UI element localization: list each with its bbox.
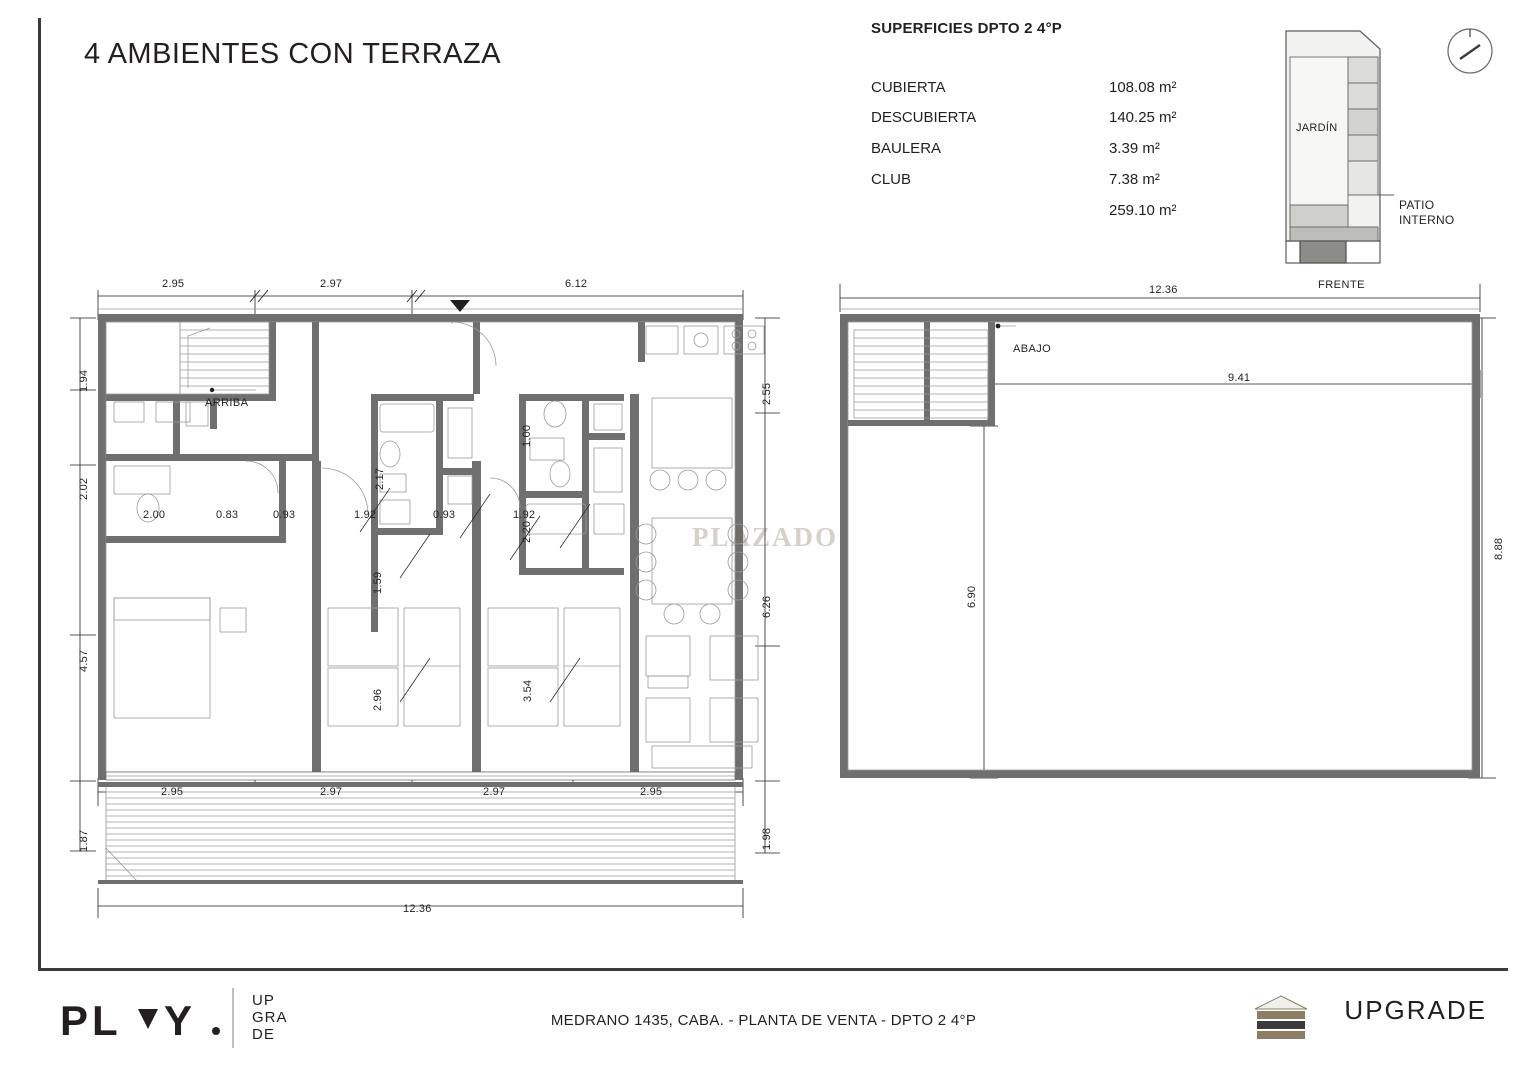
surface-label-club: CLUB — [871, 171, 912, 188]
dim-interior-0-83: 0.83 — [216, 509, 239, 521]
surface-value-club: 7.38 m² — [1109, 171, 1160, 188]
dim-interior-0-93a: 0.93 — [273, 509, 296, 521]
keyplan-label-patio-line1: PATIO — [1399, 198, 1435, 212]
keyplan-label-patio-line2: INTERNO — [1399, 213, 1455, 227]
svg-text:PL: PL — [60, 997, 122, 1044]
dim-top-1: 2.95 — [162, 278, 185, 290]
dim-top-3: 6.12 — [565, 278, 588, 290]
sheet-frame-left — [38, 18, 41, 970]
dim-right-plan-right: 8.88 — [1493, 537, 1505, 560]
dim-left-4: 1.87 — [78, 829, 90, 852]
dim-interior-3-54: 3.54 — [522, 679, 534, 702]
floor-plan-terrace — [820, 278, 1510, 838]
svg-text:Y: Y — [164, 997, 197, 1044]
dim-right-1: 2.55 — [761, 382, 773, 405]
logo-upgrade-line-3: DE — [252, 1026, 275, 1043]
logo-upgrade-stacked — [252, 992, 288, 1043]
floor-plan-apartment — [60, 278, 790, 928]
dim-left-3: 4.57 — [78, 649, 90, 672]
watermark: PLAZADO — [692, 522, 839, 552]
label-abajo: ABAJO — [1013, 343, 1052, 355]
surface-value-baulera: 3.39 m² — [1109, 140, 1160, 157]
dim-interior-2-20: 2.20 — [521, 520, 533, 543]
north-arrow-icon — [1444, 25, 1496, 77]
keyplan-label-patio — [1399, 198, 1454, 228]
dim-bottom-4: 2.95 — [640, 786, 663, 798]
sheet-frame-bottom — [38, 968, 1508, 971]
dim-interior-2-96: 2.96 — [372, 688, 384, 711]
logo-upgrade-line-2: GRA — [252, 1009, 288, 1026]
dim-bottom-2: 2.97 — [320, 786, 343, 798]
dim-bottom-3: 2.97 — [483, 786, 506, 798]
footer-caption: MEDRANO 1435, CABA. - PLANTA DE VENTA - DPTO 2 4°P — [550, 1012, 977, 1029]
upgrade-mark-icon — [1253, 993, 1309, 1043]
dim-right-plan-top: 12.36 — [1149, 284, 1178, 296]
dim-right-plan-inner-left: 6.90 — [966, 585, 978, 608]
key-plan — [1282, 27, 1402, 275]
keyplan-label-jardin: JARDÍN — [1296, 122, 1338, 134]
dim-left-1: 1.94 — [78, 369, 90, 392]
logo-upgrade-line-1: UP — [252, 992, 275, 1009]
surface-label-baulera: BAULERA — [871, 140, 942, 157]
dim-right-plan-inner-top: 9.41 — [1228, 372, 1251, 384]
dim-right-3: 1.98 — [761, 827, 773, 850]
page-title: 4 AMBIENTES CON TERRAZA — [84, 38, 502, 70]
dim-interior-1-92a: 1.92 — [354, 509, 377, 521]
dim-left-2: 2.02 — [78, 477, 90, 500]
logo-divider — [232, 988, 234, 1048]
surfaces-title: SUPERFICIES DPTO 2 4°P — [871, 20, 1063, 37]
surface-value-cubierta: 108.08 m² — [1109, 79, 1177, 96]
surface-label-descubierta: DESCUBIERTA — [871, 109, 977, 126]
dim-right-2: 6.26 — [761, 595, 773, 618]
dim-overall-bottom: 12.36 — [403, 903, 432, 915]
dim-interior-1-92b: 1.92 — [513, 509, 536, 521]
surface-value-total: 259.10 m² — [1109, 202, 1177, 219]
dim-interior-0-93b: 0.93 — [433, 509, 456, 521]
dim-interior-2-17: 2.17 — [374, 467, 386, 490]
logo-upgrade-wordmark: UPGRADE — [1344, 995, 1487, 1025]
logo-play — [60, 995, 230, 1047]
surface-label-cubierta: CUBIERTA — [871, 79, 946, 96]
dim-interior-2-00: 2.00 — [143, 509, 166, 521]
dim-top-2: 2.97 — [320, 278, 343, 290]
dim-bottom-1: 2.95 — [161, 786, 184, 798]
dim-interior-1-00: 1.00 — [521, 424, 533, 447]
surface-value-descubierta: 140.25 m² — [1109, 109, 1177, 126]
dim-interior-1-59: 1.59 — [372, 571, 384, 594]
label-arriba: ARRIBA — [205, 397, 249, 409]
keyplan-label-frente: FRENTE — [1318, 279, 1365, 291]
